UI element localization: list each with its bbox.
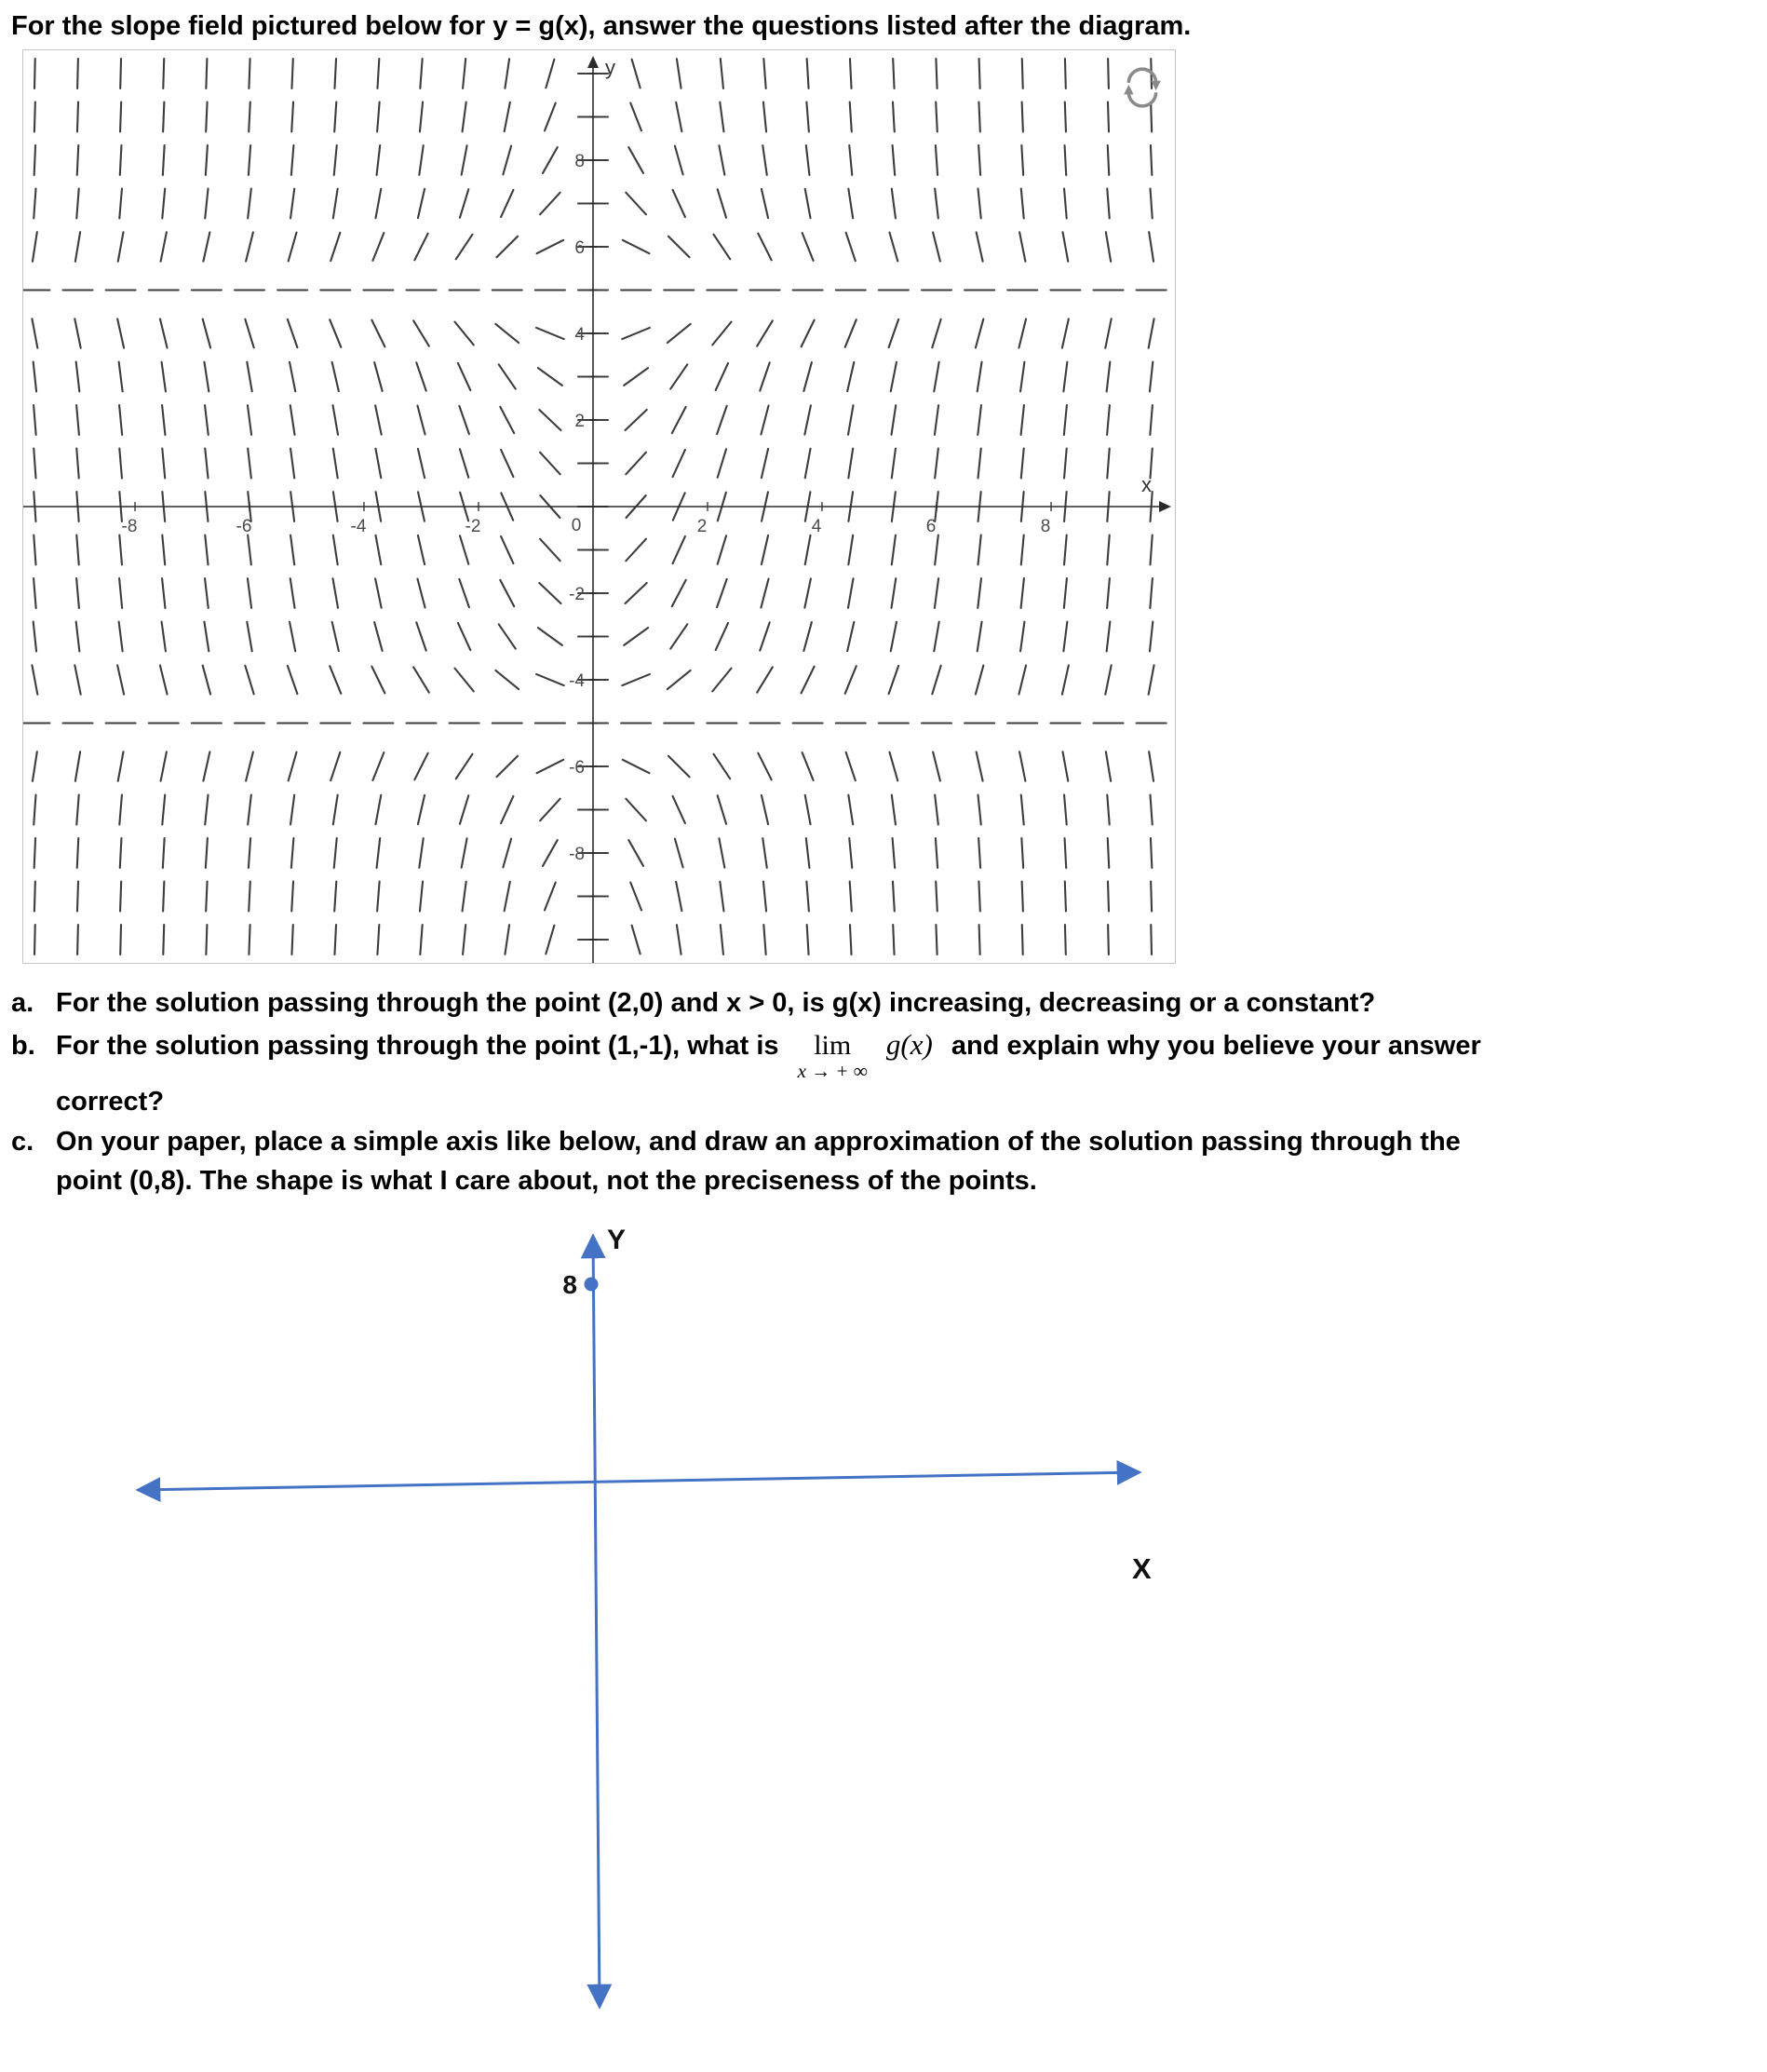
- question-b-text-before: For the solution passing through the point (1,-1), what is: [56, 1031, 779, 1062]
- sketch-y-axis: [593, 1236, 600, 2007]
- sketch-axes: [0, 1208, 1767, 2051]
- svg-text:8: 8: [1040, 517, 1051, 536]
- question-b-line2-text: correct?: [56, 1087, 165, 1117]
- question-b-text-after: and explain why you believe your answer: [951, 1031, 1481, 1062]
- svg-text:0: 0: [571, 516, 582, 535]
- question-b: [11, 1024, 1754, 1081]
- svg-text:x: x: [1141, 473, 1152, 496]
- page-title: For the slope field pictured below for y = g(x), answer the questions listed after the diagram.: [11, 11, 1192, 41]
- question-a-text: For the solution passing through the point (2,0) and x > 0, is g(x) increasing, decreasing or a constant?: [56, 988, 1376, 1018]
- question-b-label: b.: [11, 1031, 35, 1062]
- svg-text:6: 6: [925, 517, 937, 536]
- limit-expression: [798, 1032, 868, 1081]
- svg-text:-6: -6: [569, 758, 585, 778]
- solution-sketch-area: [0, 1208, 1767, 2051]
- svg-text:6: 6: [574, 238, 585, 258]
- svg-text:-6: -6: [236, 517, 252, 536]
- svg-text:y: y: [605, 56, 615, 79]
- question-list: [11, 984, 1754, 1200]
- sketch-x-axis-label: X: [1132, 1551, 1152, 1585]
- g-of-x-expression: g(x): [885, 1028, 933, 1062]
- question-a: [11, 984, 1754, 1022]
- slope-field-canvas: [23, 50, 1175, 963]
- question-c-text-line2: point (0,8). The shape is what I care about, not the preciseness of the points.: [56, 1165, 1037, 1196]
- refresh-icon[interactable]: [1121, 65, 1164, 108]
- svg-text:2: 2: [696, 517, 708, 536]
- question-c-text-line1: On your paper, place a simple axis like below, and draw an approximation of the solution passing through the: [56, 1127, 1461, 1158]
- sketch-y-axis-label: Y: [607, 1224, 627, 1255]
- svg-text:-8: -8: [569, 845, 585, 864]
- question-a-label: a.: [11, 988, 34, 1018]
- svg-text:2: 2: [574, 412, 585, 431]
- svg-text:-4: -4: [350, 517, 367, 536]
- svg-text:4: 4: [574, 325, 585, 345]
- question-c-label: c.: [11, 1127, 34, 1158]
- question-b-text: [56, 1024, 1754, 1081]
- question-c: [11, 1123, 1754, 1199]
- lim-operator: lim: [814, 1030, 852, 1062]
- point-0-8-marker: [585, 1277, 599, 1291]
- question-b-line2: [11, 1083, 1754, 1121]
- refresh-icon-glyph: [1121, 65, 1164, 108]
- question-c-text: [56, 1123, 1754, 1199]
- svg-text:8: 8: [574, 152, 585, 171]
- svg-text:4: 4: [811, 517, 822, 536]
- point-0-8-label: 8: [562, 1269, 577, 1299]
- lim-subscript: x → + ∞: [797, 1060, 868, 1083]
- svg-text:-8: -8: [121, 517, 138, 536]
- sketch-x-axis: [138, 1472, 1140, 1490]
- svg-text:-2: -2: [465, 517, 481, 536]
- svg-text:-2: -2: [569, 585, 585, 604]
- slope-field-plot: [22, 49, 1176, 964]
- svg-text:-4: -4: [569, 671, 585, 691]
